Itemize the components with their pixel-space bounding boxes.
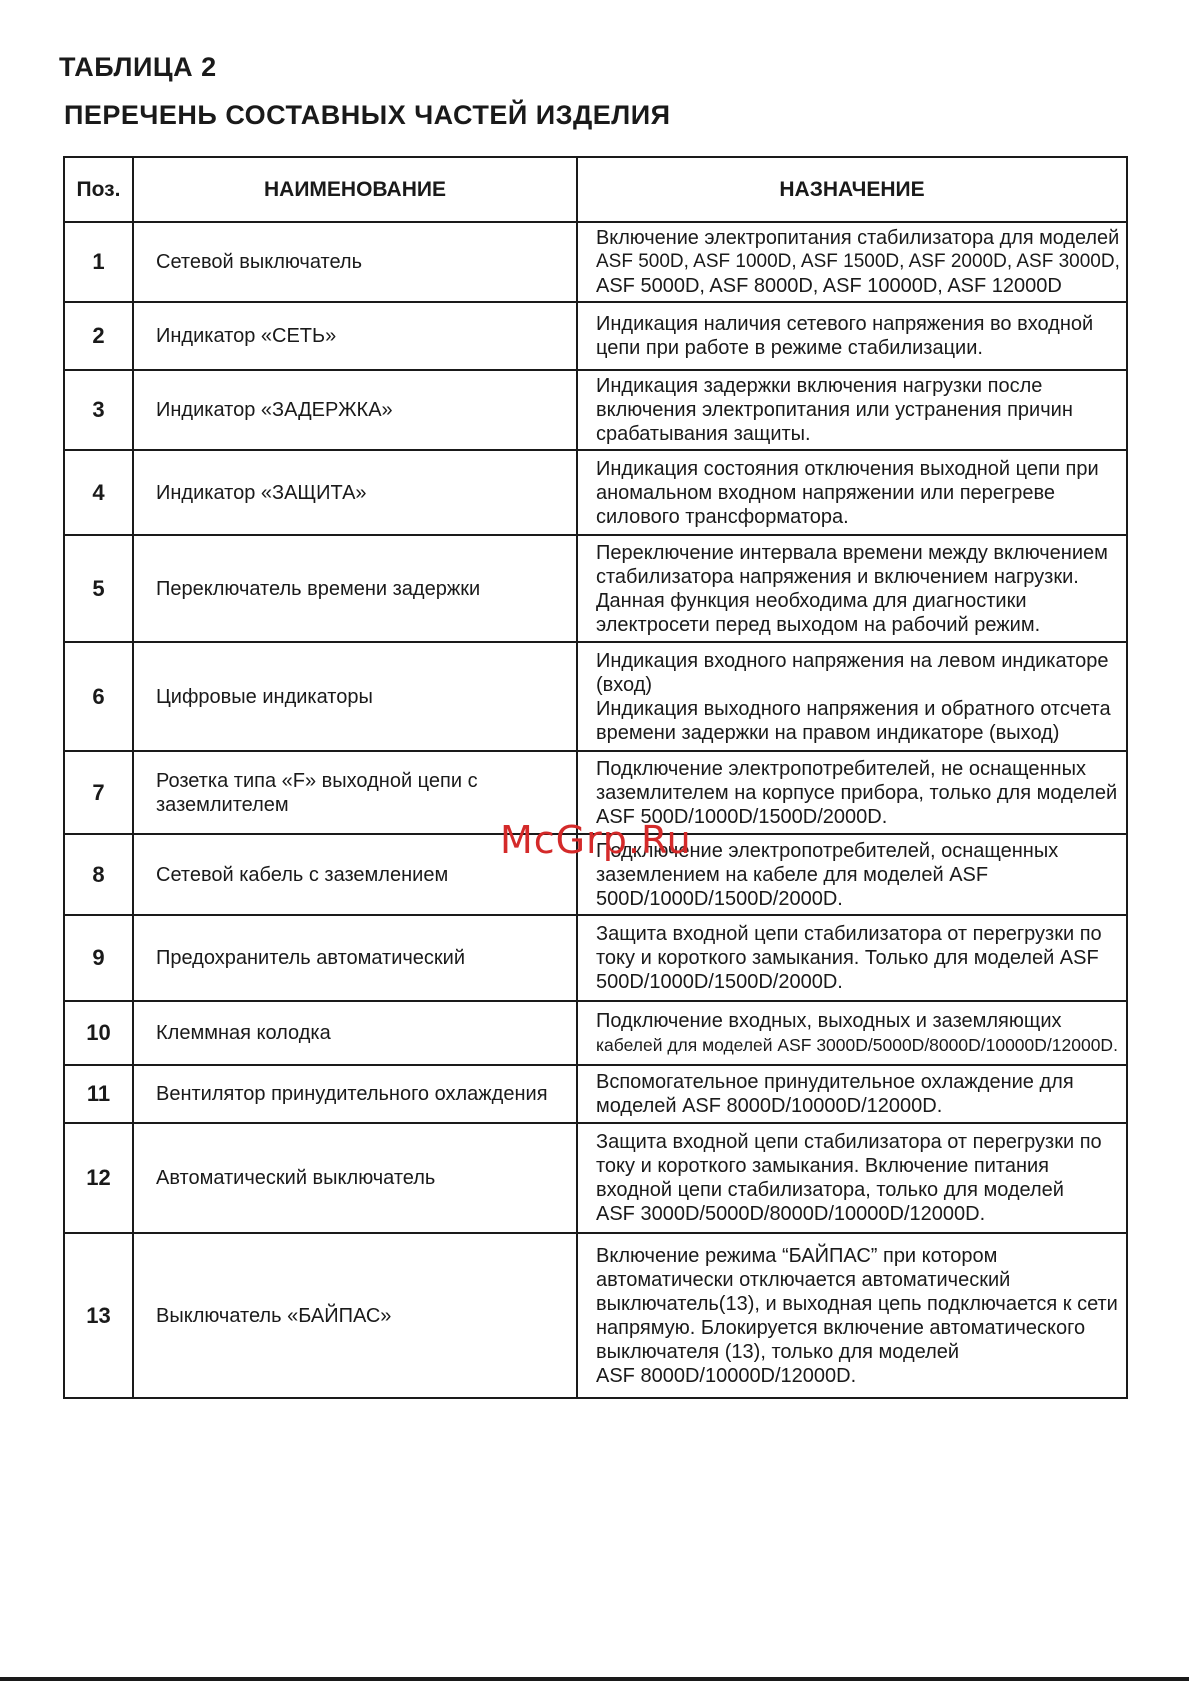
purpose-line: аномальном входном напряжении или перегреве bbox=[596, 481, 1055, 504]
table-row bbox=[64, 370, 1127, 450]
table-label: ТАБЛИЦА 2 bbox=[59, 52, 217, 82]
purpose-line: Защита входной цепи стабилизатора от перегрузки по bbox=[596, 1131, 1102, 1153]
row-name: Розетка типа «F» выходной цепи с заземлителем bbox=[133, 751, 577, 834]
purpose-line: заземлителем на корпусе прибора, только для моделей bbox=[596, 781, 1118, 804]
purpose-line: ASF 500D, ASF 1000D, ASF 1500D, ASF 2000D, ASF 3000D, bbox=[596, 251, 1120, 272]
row-purpose bbox=[577, 1065, 1127, 1123]
row-pos: 12 bbox=[64, 1123, 133, 1233]
row-pos: 7 bbox=[64, 751, 133, 834]
purpose-line: Включение электропитания стабилизатора для моделей bbox=[596, 227, 1120, 249]
purpose-line: силового трансформатора. bbox=[596, 505, 849, 528]
purpose-line: Включение режима “БАЙПАС” при котором bbox=[596, 1244, 998, 1267]
row-purpose bbox=[577, 1233, 1127, 1398]
row-purpose bbox=[577, 222, 1127, 302]
purpose-line: Индикация наличия сетевого напряжения во входной bbox=[596, 313, 1094, 335]
purpose-line: Подключение электропотребителей, не оснащенных bbox=[596, 757, 1086, 780]
purpose-line: ASF 500D/1000D/1500D/2000D. bbox=[596, 805, 888, 828]
purpose-line: 500D/1000D/1500D/2000D. bbox=[596, 971, 843, 993]
purpose-line: Вспомогательное принудительное охлаждение для bbox=[596, 1071, 1074, 1093]
header-pos: Поз. bbox=[64, 157, 133, 222]
row-name: Индикатор «ЗАЩИТА» bbox=[133, 450, 577, 535]
table-row bbox=[64, 222, 1127, 302]
row-pos: 4 bbox=[64, 450, 133, 535]
purpose-line: Подключение электропотребителей, оснащенных bbox=[596, 839, 1059, 862]
purpose-line: Переключение интервала времени между включением bbox=[596, 541, 1108, 564]
row-name: Предохранитель автоматический bbox=[133, 915, 577, 1001]
row-purpose bbox=[577, 302, 1127, 370]
purpose-line: Индикация выходного напряжения и обратного отсчета bbox=[596, 697, 1111, 720]
purpose-line: (вход) bbox=[596, 673, 653, 696]
table-row bbox=[64, 450, 1127, 535]
purpose-line: выключателя (13), только для моделей bbox=[596, 1340, 960, 1363]
purpose-line: срабатывания защиты. bbox=[596, 423, 811, 445]
purpose-line: Индикация входного напряжения на левом индикаторе bbox=[596, 649, 1109, 672]
purpose-line: моделей ASF 8000D/10000D/12000D. bbox=[596, 1095, 943, 1117]
purpose-line: Индикация состояния отключения выходной цепи при bbox=[596, 457, 1099, 480]
row-pos: 9 bbox=[64, 915, 133, 1001]
row-name: Автоматический выключатель bbox=[133, 1123, 577, 1233]
row-name: Вентилятор принудительного охлаждения bbox=[133, 1065, 577, 1123]
purpose-line: Индикация задержки включения нагрузки после bbox=[596, 375, 1043, 397]
purpose-line: кабелей для моделей ASF 3000D/5000D/8000D/10000D/12000D. bbox=[596, 1035, 1118, 1055]
row-purpose bbox=[577, 1001, 1127, 1065]
table-row bbox=[64, 1001, 1127, 1065]
row-pos: 1 bbox=[64, 222, 133, 302]
row-pos: 5 bbox=[64, 535, 133, 642]
purpose-line: току и короткого замыкания. Только для моделей ASF bbox=[596, 947, 1099, 969]
purpose-line: включения электропитания или устранения причин bbox=[596, 399, 1073, 421]
row-pos: 8 bbox=[64, 834, 133, 915]
purpose-line: Данная функция необходима для диагностики bbox=[596, 589, 1027, 612]
table-title: ПЕРЕЧЕНЬ СОСТАВНЫХ ЧАСТЕЙ ИЗДЕЛИЯ bbox=[64, 100, 671, 130]
purpose-line: электросети перед выходом на рабочий режим. bbox=[596, 613, 1041, 636]
purpose-line: 500D/1000D/1500D/2000D. bbox=[596, 887, 843, 910]
row-purpose bbox=[577, 1123, 1127, 1233]
watermark-text: McGrp.Ru bbox=[500, 818, 692, 862]
table-row bbox=[64, 535, 1127, 642]
row-name: Индикатор «ЗАДЕРЖКА» bbox=[133, 370, 577, 450]
row-purpose bbox=[577, 642, 1127, 751]
purpose-line: времени задержки на правом индикаторе (выход) bbox=[596, 721, 1060, 744]
table-row bbox=[64, 642, 1127, 751]
row-pos: 3 bbox=[64, 370, 133, 450]
row-pos: 2 bbox=[64, 302, 133, 370]
components-table bbox=[63, 156, 1128, 1399]
page-bottom-rule bbox=[0, 1677, 1189, 1681]
purpose-line: ASF 8000D/10000D/12000D. bbox=[596, 1364, 857, 1387]
table-row bbox=[64, 1123, 1127, 1233]
purpose-line: ASF 3000D/5000D/8000D/10000D/12000D. bbox=[596, 1203, 986, 1225]
table-header-row bbox=[64, 157, 1127, 222]
row-pos: 11 bbox=[64, 1065, 133, 1123]
header-purpose: НАЗНАЧЕНИЕ bbox=[577, 157, 1127, 222]
table-row bbox=[64, 1233, 1127, 1398]
purpose-line: заземлением на кабеле для моделей ASF bbox=[596, 863, 989, 886]
purpose-line: Подключение входных, выходных и заземляющих bbox=[596, 1010, 1062, 1032]
row-name: Выключатель «БАЙПАС» bbox=[133, 1233, 577, 1398]
table-row bbox=[64, 915, 1127, 1001]
row-pos: 10 bbox=[64, 1001, 133, 1065]
purpose-line: ASF 5000D, ASF 8000D, ASF 10000D, ASF 12000D bbox=[596, 275, 1062, 297]
components-table-container bbox=[63, 156, 1126, 1399]
purpose-line: напрямую. Блокируется включение автоматического bbox=[596, 1316, 1086, 1339]
header-name: НАИМЕНОВАНИЕ bbox=[133, 157, 577, 222]
row-name: Переключатель времени задержки bbox=[133, 535, 577, 642]
row-name: Индикатор «СЕТЬ» bbox=[133, 302, 577, 370]
purpose-line: стабилизатора напряжения и включением нагрузки. bbox=[596, 565, 1079, 588]
row-purpose bbox=[577, 535, 1127, 642]
row-pos: 6 bbox=[64, 642, 133, 751]
table-row bbox=[64, 1065, 1127, 1123]
purpose-line: Защита входной цепи стабилизатора от перегрузки по bbox=[596, 923, 1102, 945]
row-name: Сетевой кабель с заземлением bbox=[133, 834, 577, 915]
row-name: Цифровые индикаторы bbox=[133, 642, 577, 751]
row-purpose bbox=[577, 450, 1127, 535]
row-name: Сетевой выключатель bbox=[133, 222, 577, 302]
purpose-line: току и короткого замыкания. Включение питания bbox=[596, 1155, 1049, 1177]
row-pos: 13 bbox=[64, 1233, 133, 1398]
purpose-line: выключатель(13), и выходная цепь подключается к сети bbox=[596, 1292, 1118, 1315]
row-purpose bbox=[577, 370, 1127, 450]
row-name: Клеммная колодка bbox=[133, 1001, 577, 1065]
purpose-line: входной цепи стабилизатора, только для моделей bbox=[596, 1179, 1064, 1201]
purpose-line: автоматически отключается автоматический bbox=[596, 1268, 1011, 1291]
table-row bbox=[64, 302, 1127, 370]
purpose-line: цепи при работе в режиме стабилизации. bbox=[596, 337, 983, 359]
row-purpose bbox=[577, 915, 1127, 1001]
table-body bbox=[64, 222, 1127, 1398]
